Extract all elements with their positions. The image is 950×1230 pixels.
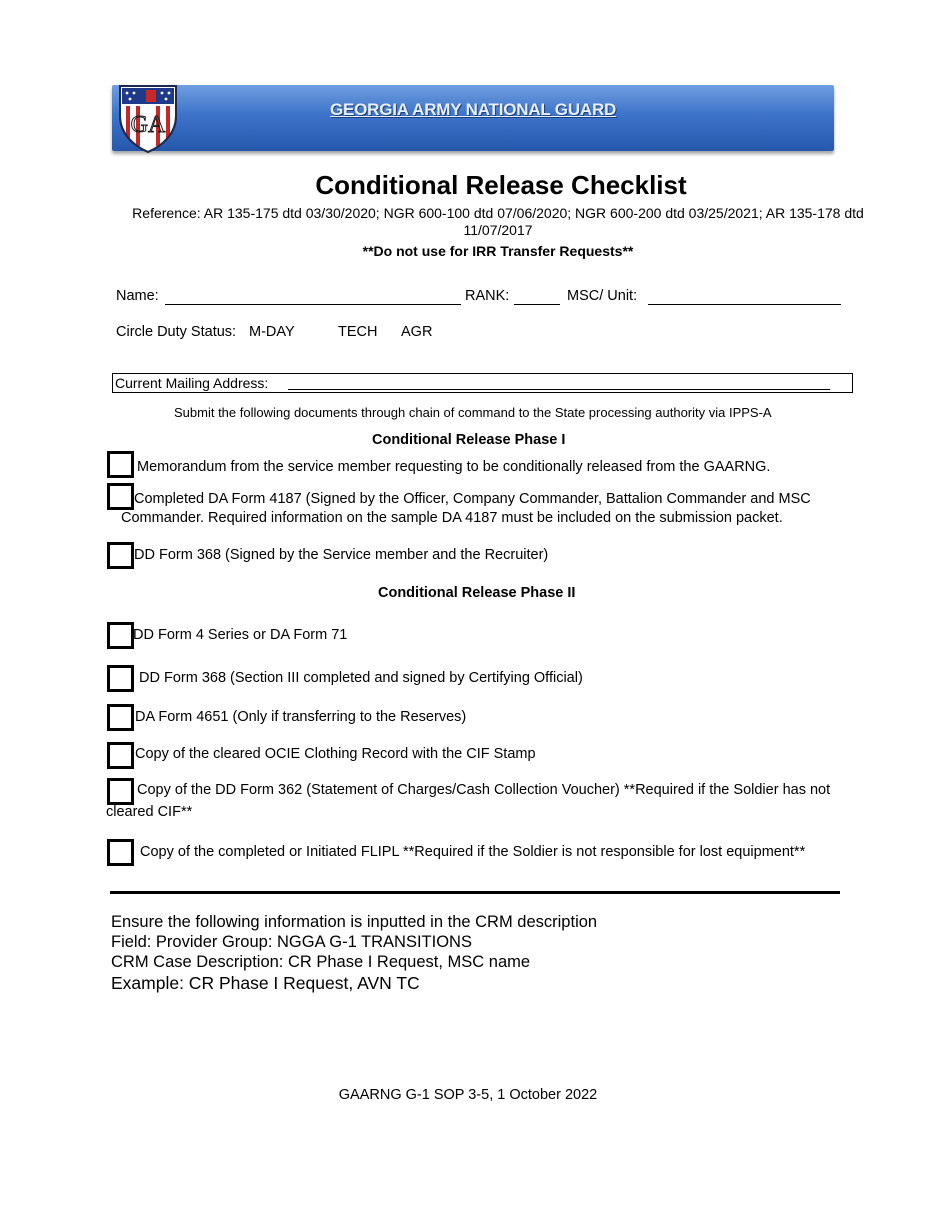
checkbox[interactable] — [107, 704, 134, 731]
instructions-text: Submit the following documents through chain of command to the State processing authority via IPPS-A — [174, 405, 772, 420]
name-label: Name: — [116, 288, 159, 304]
checklist-item: Memorandum from the service member requesting to be conditionally released from the GAARNG. — [137, 459, 771, 475]
checklist-item: DA Form 4651 (Only if transferring to the Reserves) — [135, 709, 467, 725]
unit-label: MSC/ Unit: — [567, 288, 638, 304]
checkbox[interactable] — [107, 839, 134, 866]
checklist-item: Copy of the completed or Initiated FLIPL **Required if the Soldier is not responsible for lost equipment** — [140, 844, 806, 860]
crm-example: Example: CR Phase I Request, AVN TC — [111, 973, 420, 993]
duty-option-tech[interactable]: TECH — [338, 324, 378, 340]
warning-text: **Do not use for IRR Transfer Requests** — [362, 243, 634, 259]
section-divider — [110, 891, 840, 894]
checkbox[interactable] — [107, 542, 134, 569]
rank-field[interactable] — [514, 304, 560, 305]
address-field[interactable] — [288, 389, 830, 390]
name-field[interactable] — [165, 304, 461, 305]
checklist-item: Copy of the cleared OCIE Clothing Record with the CIF Stamp — [135, 746, 536, 762]
crm-line: CRM Case Description: CR Phase I Request, MSC name — [111, 953, 531, 971]
duty-status-label: Circle Duty Status: — [116, 324, 237, 340]
checklist-item-continued: cleared CIF** — [106, 804, 193, 820]
georgia-shield-logo — [116, 82, 180, 154]
footer-text: GAARNG G-1 SOP 3-5, 1 October 2022 — [338, 1087, 598, 1103]
unit-field[interactable] — [648, 304, 841, 305]
phase2-heading: Conditional Release Phase II — [378, 585, 576, 601]
checklist-item: DD Form 368 (Signed by the Service member and the Recruiter) — [134, 547, 549, 563]
reference-text: Reference: AR 135-175 dtd 03/30/2020; NGR 600-100 dtd 07/06/2020; NGR 600-200 dtd 03/25/2021; AR 135-178 dtd 11/07/2017 — [132, 205, 864, 238]
phase1-heading: Conditional Release Phase I — [372, 432, 566, 448]
checklist-item: Copy of the DD Form 362 (Statement of Charges/Cash Collection Voucher) **Required if the Soldier has not — [137, 782, 831, 798]
checkbox[interactable] — [107, 622, 134, 649]
checkbox[interactable] — [107, 742, 134, 769]
checkbox[interactable] — [107, 483, 134, 510]
crm-line: Ensure the following information is inputted in the CRM description — [111, 913, 598, 931]
crm-line: Field: Provider Group: NGGA G-1 TRANSITIONS — [111, 933, 472, 951]
page-title: Conditional Release Checklist — [315, 170, 687, 200]
checklist-item: DD Form 4 Series or DA Form 71 — [133, 627, 348, 643]
org-name: GEORGIA ARMY NATIONAL GUARD — [330, 100, 617, 119]
duty-option-mday[interactable]: M-DAY — [249, 324, 295, 340]
checkbox[interactable] — [107, 665, 134, 692]
checklist-item: DD Form 368 (Section III completed and signed by Certifying Official) — [139, 670, 583, 686]
rank-label: RANK: — [465, 288, 510, 304]
checklist-item-continued: Commander. Required information on the sample DA 4187 must be included on the submission packet. — [121, 510, 783, 526]
checkbox[interactable] — [107, 451, 134, 478]
duty-option-agr[interactable]: AGR — [401, 324, 433, 340]
address-label: Current Mailing Address: — [115, 375, 269, 391]
logo-lettering: GA — [130, 112, 166, 138]
checklist-item: Completed DA Form 4187 (Signed by the Officer, Company Commander, Battalion Commander and MSC — [134, 491, 811, 507]
